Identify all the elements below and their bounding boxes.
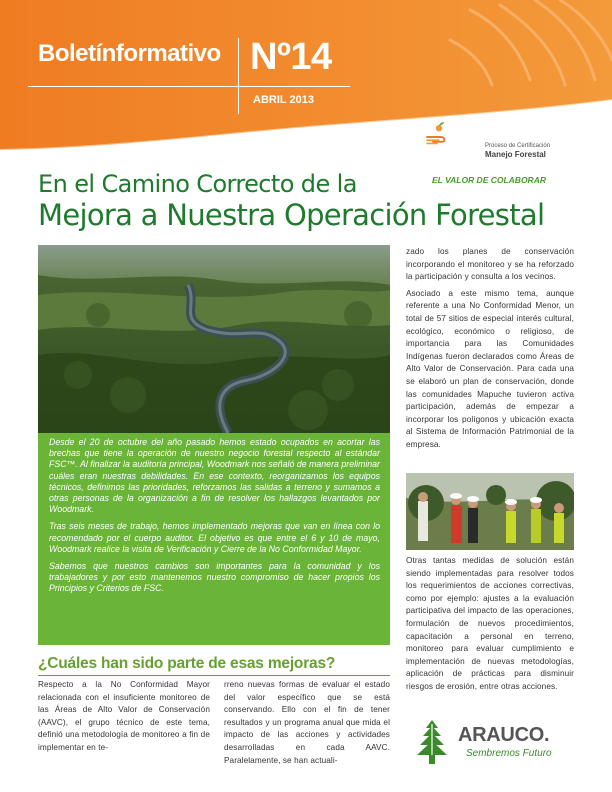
- header-band: [0, 0, 612, 160]
- certification-line1: Proceso de Certificación: [485, 143, 551, 149]
- body-column-right-bottom: [406, 555, 574, 711]
- arauco-tree-icon: [412, 718, 452, 766]
- section-rule: [38, 675, 390, 676]
- issue-number: Nº14: [250, 36, 332, 78]
- issue-date: ABRIL 2013: [253, 94, 314, 106]
- headline-line1: En el Camino Correcto de la: [38, 170, 357, 198]
- body-column-left: Respecto a la No Conformidad Mayor relacionada con el insuficiente monitoreo de las Áreas de Alto Valor de Conservación (AAVC), el grupo técnico de este tema, definió una metodología de monitoreo a fin de implementar en te-: [38, 680, 210, 752]
- intro-box: [38, 433, 390, 645]
- body-column-middle: rreno nuevas formas de evaluar el estado del valor específico que se está conservando. Ello con el fin de tener resultados y un programa anual que mida el impacto de las acciones y actividades desarrolladas en cada AAVC. Paralelamente, se han actuali-: [224, 680, 390, 765]
- right-paragraph-3: Otras tantas medidas de solución están siendo implementadas para resolver todos los requerimientos de acciones correctivas, como por ejemplo: ajustes a la evaluación participativa del impacto de las operaciones, formulación de nuevos procedimientos, capacitación a personal en terreno, monitoreo para evaluar cumplimiento e implementación de nuevas metodologías, aplicación de prácticas para disminuir riesgos de erosión, entre otras acciones.: [406, 556, 574, 691]
- section-heading: ¿Cuáles han sido parte de esas mejoras?: [38, 655, 336, 672]
- right-paragraph-1: zado los planes de conservación incorporando el monitoreo y se ha reforzado la participación y consulta a los vecinos.: [406, 247, 574, 282]
- header-divider-horizontal: [28, 86, 350, 87]
- intro-paragraph-3: Sabemos que nuestros cambios son importantes para la comunidad y los trabajadores y por esto mantenemos nuestro compromiso de hacer propios los Principios y Criterios de FSC.: [49, 561, 380, 594]
- arauco-brand: ARAUCO.: [458, 724, 550, 746]
- header-divider-vertical: [238, 38, 239, 114]
- right-paragraph-2: Asociado a este mismo tema, aunque referente a una No Conformidad Menor, un total de 57 sitios de especial interés cultural, ecológico, económico o religioso, de importancia para las Comunidades Indígenas fueron declarados como Áreas de Alto Valor de Conservación. Para cada una se elaboró un plan de conservación, donde las comunidades Mapuche tuvieron activa participación, además de empezar a incorporar los polígonos y ubicación exacta al Sistema de Información Patrimonial de la empresa.: [406, 288, 574, 449]
- field-team-photo: [406, 473, 574, 550]
- aerial-forest-river-photo: [38, 245, 390, 433]
- body-column-right-top: [406, 246, 574, 466]
- certification-line2: Manejo Forestal: [485, 150, 546, 159]
- headline-line2: Mejora a Nuestra Operación Forestal: [38, 198, 545, 232]
- intro-paragraph-2: Tras seis meses de trabajo, hemos implementado mejoras que van en línea con lo recomendado por el cuerpo auditor. El objetivo es que entre el 6 y 10 de mayo, Woodmark realice la visita de Verificación y Cierre de la No Conformidad Mayor.: [49, 521, 380, 554]
- arauco-slogan: Sembremos Futuro: [466, 748, 552, 759]
- certification-slogan: EL VALOR DE COLABORAR: [432, 175, 546, 185]
- newsletter-title: Boletínformativo: [38, 40, 221, 67]
- intro-paragraph-1: Desde el 20 de octubre del año pasado hemos estado ocupados en acortar las brechas que tiene la operación de nuestro negocio forestal respecto al estándar FSC™. Al finalizar la auditoría principal, Woodmark nos señaló de manera preliminar cuáles eran nuestras debilidades. En ese contexto, reorganizamos los equipos técnicos, definimos las prioridades, reforzamos las salidas a terreno y sumamos a otras personas de la organización a fin de resolver los hallazgos levantados por Woodmark.: [49, 437, 380, 515]
- certification-logo: [425, 106, 485, 168]
